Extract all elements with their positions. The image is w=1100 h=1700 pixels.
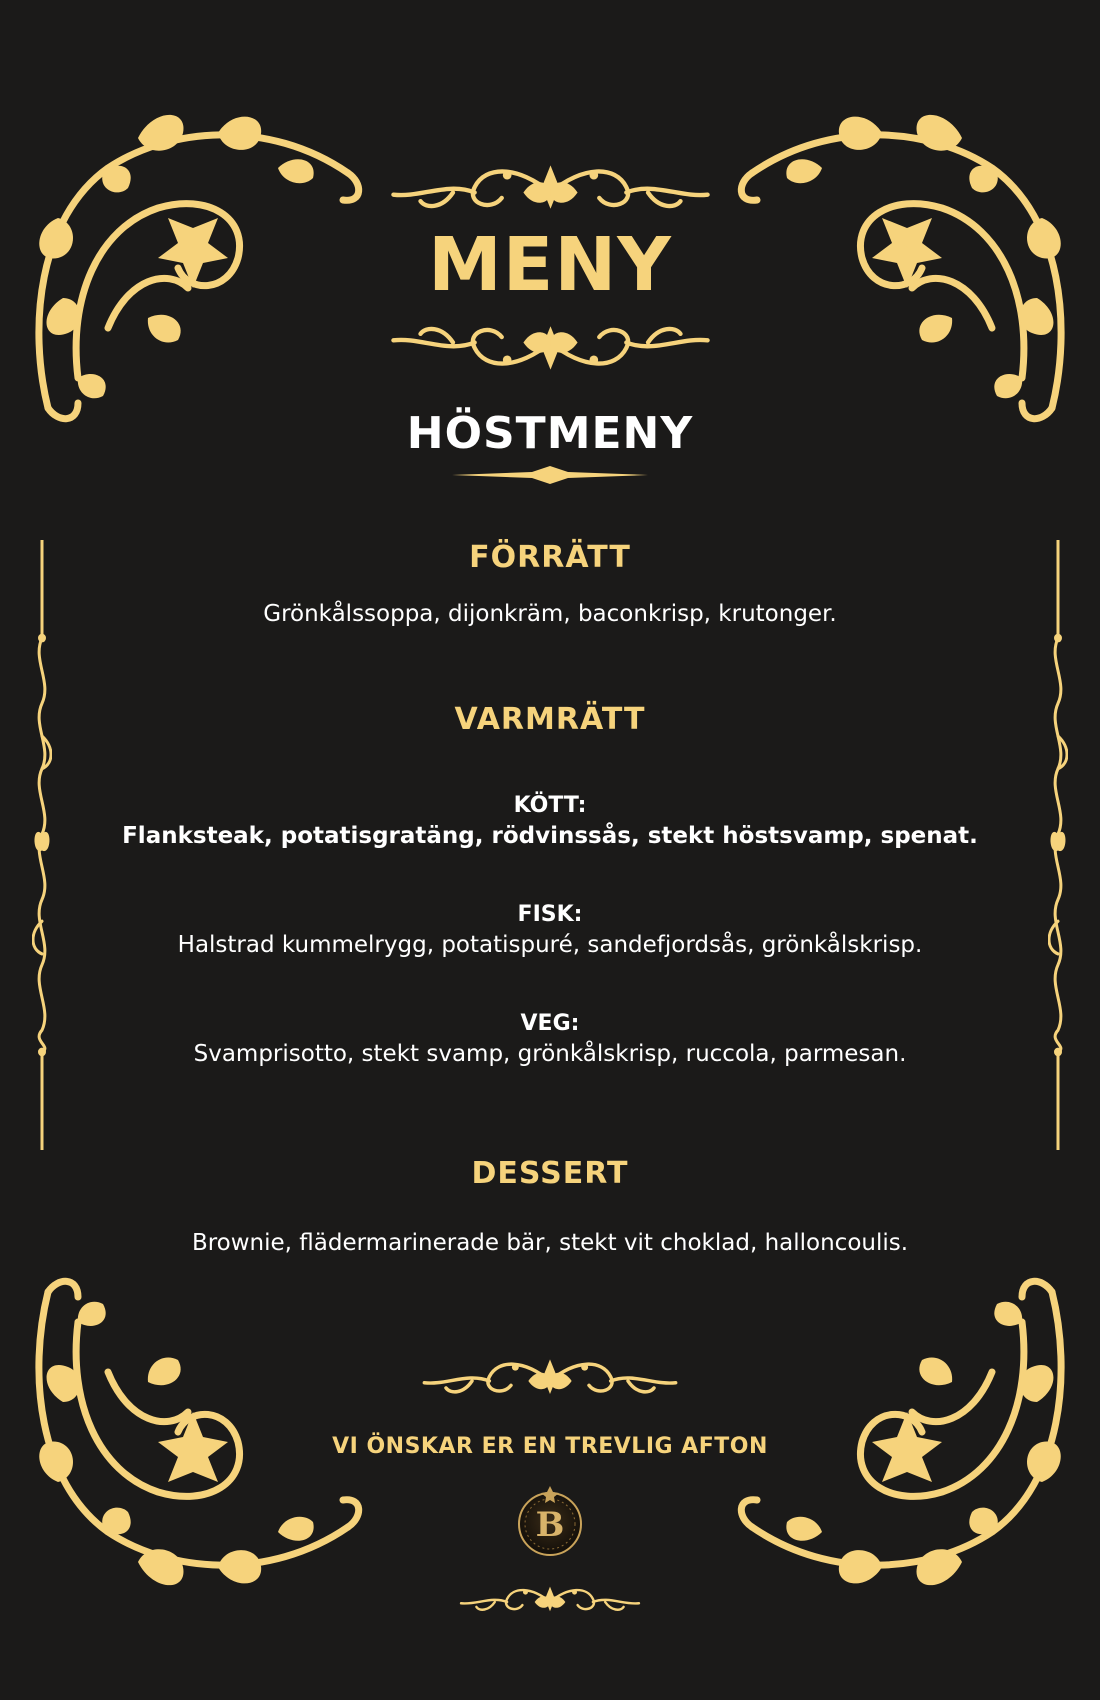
veg-option-label: VEG: (520, 1011, 580, 1036)
veg-option-description: Svamprisotto, stekt svamp, grönkålskrisp, ruccola, parmesan. (193, 1041, 907, 1067)
starter-description: Grönkålssoppa, dijonkräm, baconkrisp, krutonger. (263, 601, 837, 627)
footer-scroll-flourish-icon (420, 1355, 680, 1407)
fish-option-description: Halstrad kummelrygg, potatispuré, sandefjordsås, grönkålskrisp. (177, 932, 923, 958)
fish-option-label: FISK: (517, 902, 583, 927)
logo-letter: B (535, 1505, 565, 1545)
meat-option-label: KÖTT: (513, 793, 587, 818)
section-heading-dessert: DESSERT (471, 1156, 629, 1191)
footer-greeting: VI ÖNSKAR ER EN TREVLIG AFTON (332, 1434, 768, 1459)
subtitle-divider-icon (452, 466, 648, 484)
meat-option-description: Flanksteak, potatisgratäng, rödvinssås, stekt höstsvamp, spenat. (122, 823, 978, 849)
menu-subtitle: HÖSTMENY (406, 408, 694, 459)
section-heading-main: VARMRÄTT (454, 702, 646, 737)
page-title: MENY (428, 222, 672, 308)
bottom-flourish-icon (458, 1582, 642, 1622)
section-heading-starter: FÖRRÄTT (469, 540, 631, 575)
top-scroll-flourish-icon (388, 160, 713, 225)
monogram-logo-icon (513, 1484, 587, 1558)
bottom-scroll-flourish-icon (388, 310, 713, 375)
dessert-description: Brownie, flädermarinerade bär, stekt vit choklad, halloncoulis. (191, 1230, 909, 1256)
